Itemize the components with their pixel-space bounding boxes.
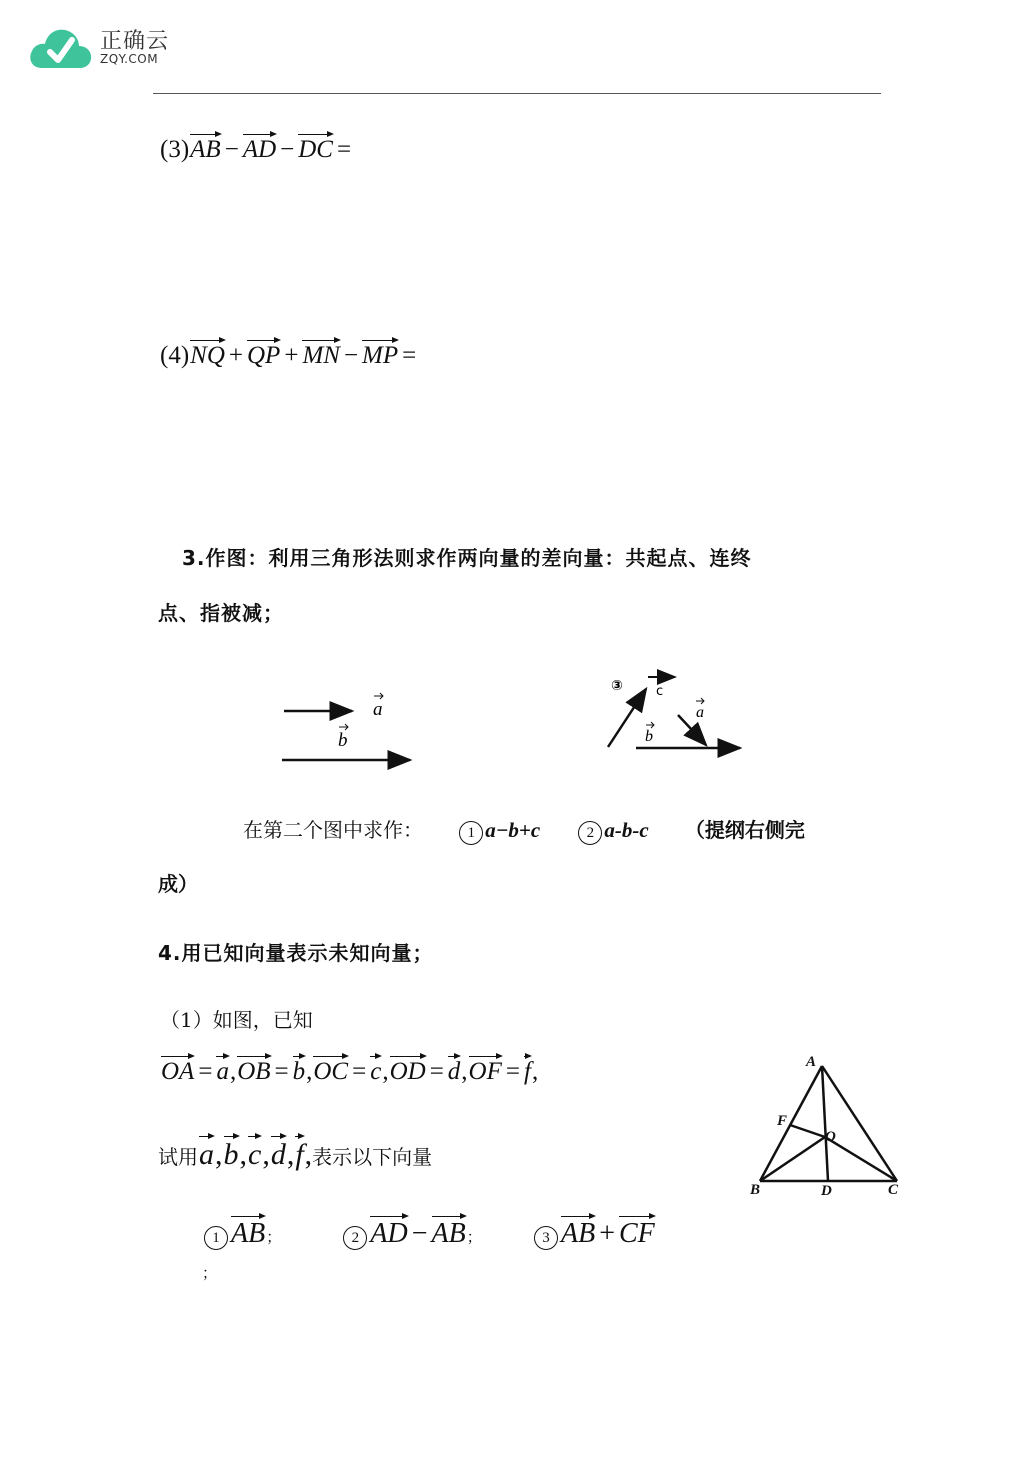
triangle-figure (750, 1052, 910, 1202)
question-3-number: 3 (534, 1226, 558, 1250)
vector-nq: NQ (190, 342, 225, 369)
problem-label: (3) (160, 136, 190, 163)
operator: − (343, 342, 359, 369)
vector-f: f (523, 1058, 531, 1085)
vector-mp: MP (362, 342, 399, 369)
operator: − (224, 136, 239, 163)
vector-dc: DC (298, 136, 333, 163)
vertex-c-label: C (888, 1182, 899, 1198)
vector-od: OD (389, 1058, 426, 1085)
vector-cf: CF (618, 1218, 655, 1249)
vector-c-diagonal (608, 689, 646, 747)
task-note-continued: 成） (158, 872, 198, 896)
section-3-heading-line2: 点、指被减； (158, 601, 284, 625)
operator: − (280, 136, 295, 163)
part-1-label: （1）如图，已知 (160, 1008, 313, 1032)
section-3-heading-line1: 3.作图：利用三角形法则求作两向量的差向量：共起点、连终 (182, 546, 752, 570)
operator: + (228, 342, 243, 369)
vector-d: d (447, 1058, 461, 1085)
vector-c: c (248, 1138, 262, 1171)
task-2-expression: a-b-c (604, 818, 649, 842)
vector-d: d (270, 1138, 286, 1171)
brand-logo (28, 22, 178, 78)
question-row (204, 1218, 656, 1250)
problem-3-expression (160, 136, 354, 164)
point-d-label: D (821, 1183, 832, 1199)
vector-f: f (295, 1138, 304, 1171)
problem-4-expression (160, 342, 419, 370)
operator: + (284, 342, 299, 369)
vector-c: c (370, 1058, 382, 1085)
vector-ab: AB (231, 1218, 266, 1249)
vertex-a-label: A (806, 1054, 817, 1070)
section-4-heading: 4.用已知向量表示未知向量； (158, 941, 434, 965)
vector-ad: AD (370, 1218, 408, 1249)
brand-name-en: ZQY.COM (100, 52, 159, 66)
question-2-number: 2 (343, 1226, 367, 1250)
separator: ； (266, 1228, 282, 1246)
vector-a-label: a (373, 699, 383, 720)
try-statement: 试用a,b,c,d,f,表示以下向量 (158, 1138, 433, 1171)
vector-of: OF (468, 1058, 502, 1085)
vector-qp: QP (247, 342, 281, 369)
operator: − (411, 1218, 428, 1249)
cloud-check-icon (28, 22, 96, 74)
brand-name-cn: 正确云 (100, 29, 170, 54)
task-note: （提纲右侧完 (684, 818, 805, 842)
vector-figure-2 (600, 665, 760, 770)
task-2-number: 2 (578, 821, 602, 845)
try-prefix: 试用 (158, 1145, 198, 1169)
vector-b: b (292, 1058, 306, 1085)
vector-a: a (216, 1058, 229, 1085)
task-1-number: 1 (459, 821, 483, 845)
section-3-task (243, 814, 805, 845)
task-prefix: 在第二个图中求作： (243, 818, 423, 842)
vector-oc: OC (313, 1058, 349, 1085)
vector-oa: OA (161, 1058, 195, 1085)
vector-c-label: c (656, 684, 664, 699)
point-f-label: F (777, 1113, 788, 1129)
task-1-expression: a−b+c (485, 818, 541, 842)
equals-sign: = (402, 342, 417, 369)
vector-b-label: b (338, 730, 348, 751)
vector-ab: AB (190, 136, 221, 163)
question-1-number: 1 (204, 1226, 228, 1250)
vector-a: a (199, 1138, 214, 1171)
header-divider (153, 93, 881, 94)
separator: ； (466, 1228, 482, 1246)
vector-b-label: b (645, 728, 653, 745)
try-suffix: 表示以下向量 (312, 1145, 433, 1169)
vector-ab: AB (560, 1218, 596, 1249)
vector-figure-1 (270, 680, 430, 780)
vector-a-label: a (696, 704, 704, 721)
given-vectors: OA = a,OB = b,OC = c,OD = d,OF = f, (161, 1058, 539, 1085)
vector-ob: OB (237, 1058, 271, 1085)
vertex-b-label: B (750, 1182, 761, 1198)
point-o-label: O (825, 1129, 836, 1145)
vector-ab: AB (431, 1218, 466, 1249)
vector-b: b (223, 1138, 239, 1171)
problem-label: (4) (160, 342, 190, 369)
equals-sign: = (336, 136, 352, 163)
trailing-separator: ； (202, 1264, 218, 1282)
operator: + (599, 1218, 615, 1249)
figure-marker: ③ (611, 678, 623, 694)
vector-ad: AD (242, 136, 277, 163)
vector-mn: MN (302, 342, 340, 369)
